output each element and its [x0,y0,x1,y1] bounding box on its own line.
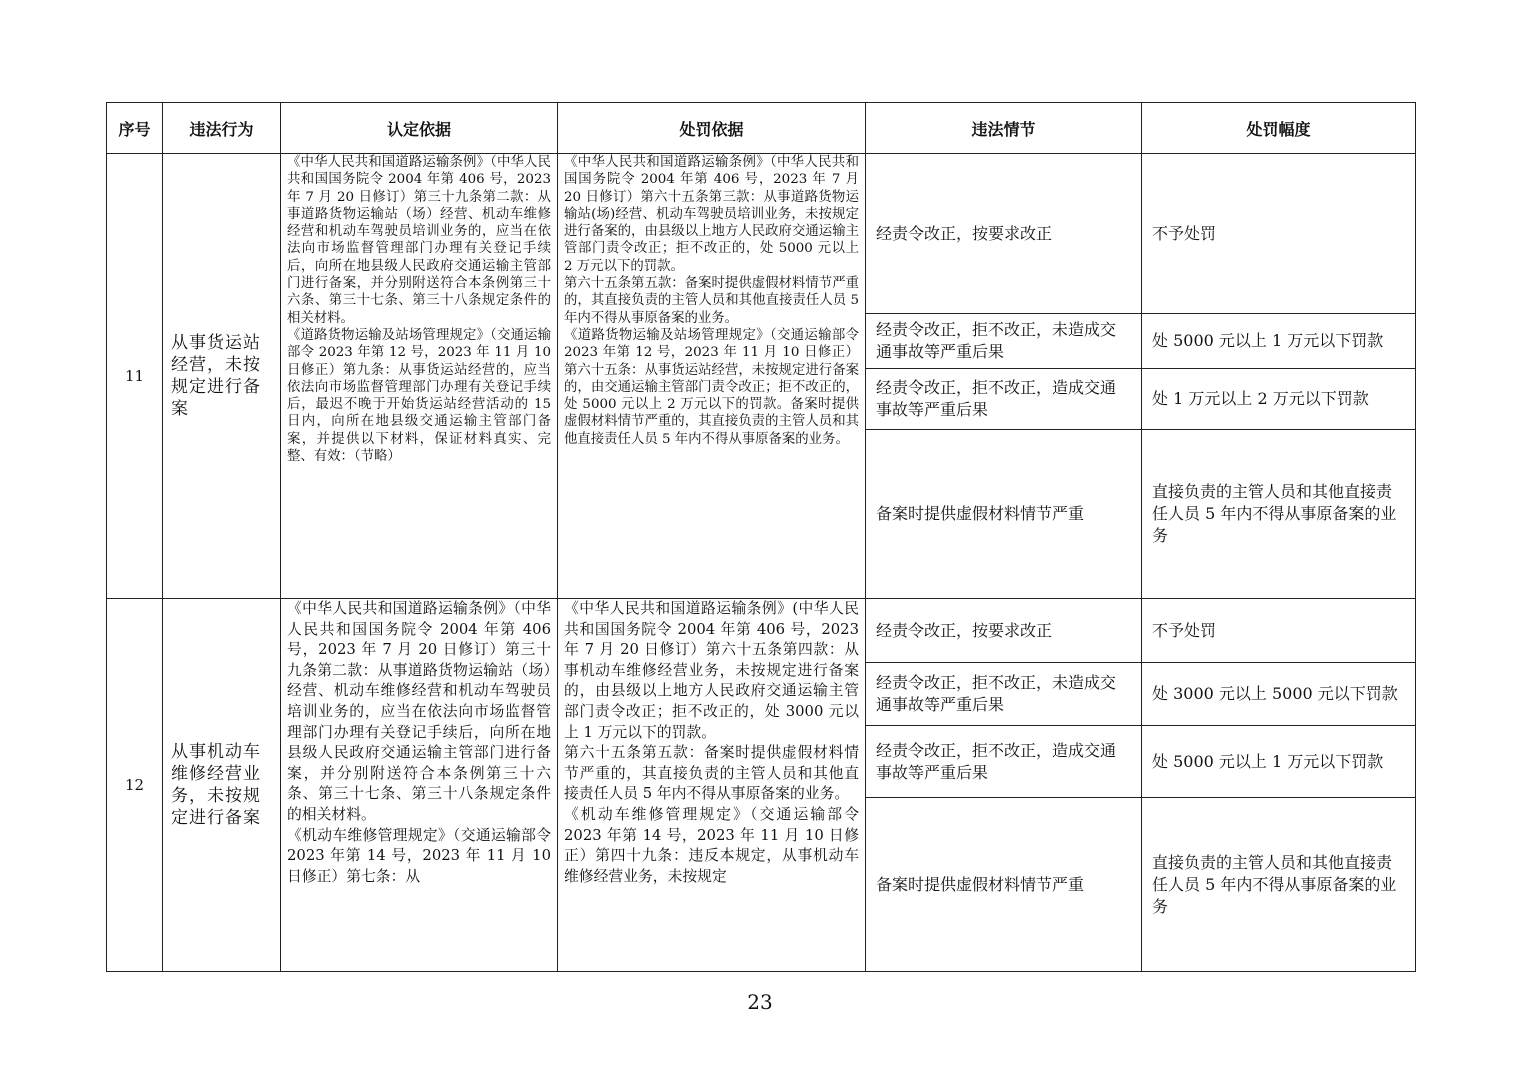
penalty-range-cell: 直接负责的主管人员和其他直接责任人员 5 年内不得从事原备案的业务 [1142,430,1416,599]
basis-cell [281,154,558,599]
penalty-basis-paragraph: 《中华人民共和国道路运输条例》（中华人民共和国国务院令 2004 年第 406 号，2023 年 7 月 20 日修订）第六十五条第三款：从事道路货物运输站(场)经营、机动车驾驶员培训业务，未按规定进行备案的，由县级以上地方人民政府交通运输主管部门责令改正；拒不改正的，处 5000 元以上 2 万元以下的罚款。 [564,155,864,274]
penalty-range-cell: 直接负责的主管人员和其他直接责任人员 5 年内不得从事原备案的业务 [1142,798,1416,972]
circumstance-cell: 经责令改正，按要求改正 [866,599,1142,663]
header-circumstance: 违法情节 [866,103,1142,154]
circumstance-cell: 备案时提供虚假材料情节严重 [866,798,1142,972]
penalty-range-cell: 处 3000 元以上 5000 元以下罚款 [1142,663,1416,726]
table-row [107,599,1416,663]
circumstance-cell: 经责令改正，拒不改正，造成交通事故等严重后果 [866,726,1142,798]
header-act: 违法行为 [163,103,281,154]
basis-paragraph: 《机动车维修管理规定》（交通运输部令 2023 年第 14 号，2023 年 11 月 10 日修正）第七条：从 [287,826,556,885]
circumstance-cell: 备案时提供虚假材料情节严重 [866,430,1142,599]
page-number: 23 [747,990,773,1014]
penalty-basis-paragraph: 《中华人民共和国道路运输条例》(中华人民共和国国务院令 2004 年第 406 号，2023 年 7 月 20 日修订）第六十五条第四款：从事机动车维修经营业务，未按规定进行备案的，由县级以上地方人民政府交通运输主管部门责令改正；拒不改正的，处 3000 元以上 1 万元以下的罚款。 [564,600,864,741]
penalty-range-cell: 处 5000 元以上 1 万元以下罚款 [1142,726,1416,798]
header-seq: 序号 [107,103,163,154]
penalty-basis-paragraph: 《机动车维修管理规定》（交通运输部令 2023 年第 14 号，2023 年 11 月 10 日修正）第四十九条：违反本规定，从事机动车维修经营业务，未按规定 [564,805,864,885]
circumstance-cell: 经责令改正，拒不改正，未造成交通事故等严重后果 [866,663,1142,726]
circumstance-cell: 经责令改正，按要求改正 [866,154,1142,314]
seq-cell: 11 [107,154,163,599]
penalty-range-cell: 处 1 万元以上 2 万元以下罚款 [1142,369,1416,430]
header-row [107,103,1416,154]
circumstance-cell: 经责令改正，拒不改正，未造成交通事故等严重后果 [866,314,1142,369]
header-range: 处罚幅度 [1142,103,1416,154]
violation-act-cell: 从事机动车维修经营业务，未按规定进行备案 [163,599,281,972]
penalty-basis-paragraph: 《道路货物运输及站场管理规定》（交通运输部令 2023 年第 12 号，2023 年 11 月 10 日修正）第六十五条：从事货运站经营，未按规定进行备案的，由交通运输主管部门责令改正；拒不改正的，处 5000 元以上 2 万元以下的罚款。备案时提供虚假材料情节严重的，其直接负责的主管人员和其他直接责任人员 5 年内不得从事原备案的业务。 [564,327,864,447]
circumstance-cell: 经责令改正，拒不改正，造成交通事故等严重后果 [866,369,1142,430]
seq-cell: 12 [107,599,163,972]
penalty-basis-cell [558,599,866,972]
penalty-range-cell: 处 5000 元以上 1 万元以下罚款 [1142,314,1416,369]
header-basis: 认定依据 [281,103,558,154]
basis-cell [281,599,558,972]
penalty-basis-paragraph: 第六十五条第五款：备案时提供虚假材料情节严重的，其直接负责的主管人员和其他直接责任人员 5 年内不得从事原备案的业务。 [564,744,859,803]
penalty-range-cell: 不予处罚 [1142,599,1416,663]
penalty-range-cell: 不予处罚 [1142,154,1416,314]
penalty-basis-paragraph: 第六十五条第五款：备案时提供虚假材料情节严重的，其直接负责的主管人员和其他直接责任人员 5 年内不得从事原备案的业务。 [564,276,864,326]
basis-paragraph: 《中华人民共和国道路运输条例》（中华人民共和国国务院令 2004 年第 406 号，2023 年 7 月 20 日修订）第三十九条第二款：从事道路货物运输站（场）经营、机动车维修经营和机动车驾驶员培训业务的，应当在依法向市场监督管理部门办理有关登记手续后，向所在地县级人民政府交通运输主管部门进行备案，并分别附送符合本条例第三十六条、第三十七条、第三十八条规定条件的相关材料。 [287,155,556,326]
penalty-table [106,102,1416,972]
basis-paragraph: 《中华人民共和国道路运输条例》（中华人民共和国国务院令 2004 年第 406 号，2023 年 7 月 20 日修订）第三十九条第二款：从事道路货物运输站（场）经营、机动车维修经营和机动车驾驶员培训业务的，应当在依法向市场监督管理部门办理有关登记手续后，向所在地县级人民政府交通运输主管部门进行备案，并分别附送符合本条例第三十六条、第三十七条、第三十八条规定条件的相关材料。 [287,600,556,823]
header-penalty-basis: 处罚依据 [558,103,866,154]
violation-act-cell: 从事货运站经营，未按规定进行备案 [163,154,281,599]
table-row [107,154,1416,314]
basis-paragraph: 《道路货物运输及站场管理规定》（交通运输部令 2023 年第 12 号，2023 年 11 月 10 日修正）第九条：从事货运站经营的，应当依法向市场监督管理部门办理有关登记手续后，最迟不晚于开始货运站经营活动的 15 日内，向所在地县级交通运输主管部门备案，并提供以下材料，保证材料真实、完整、有效：（节略） [287,327,556,465]
penalty-basis-cell [558,154,866,599]
